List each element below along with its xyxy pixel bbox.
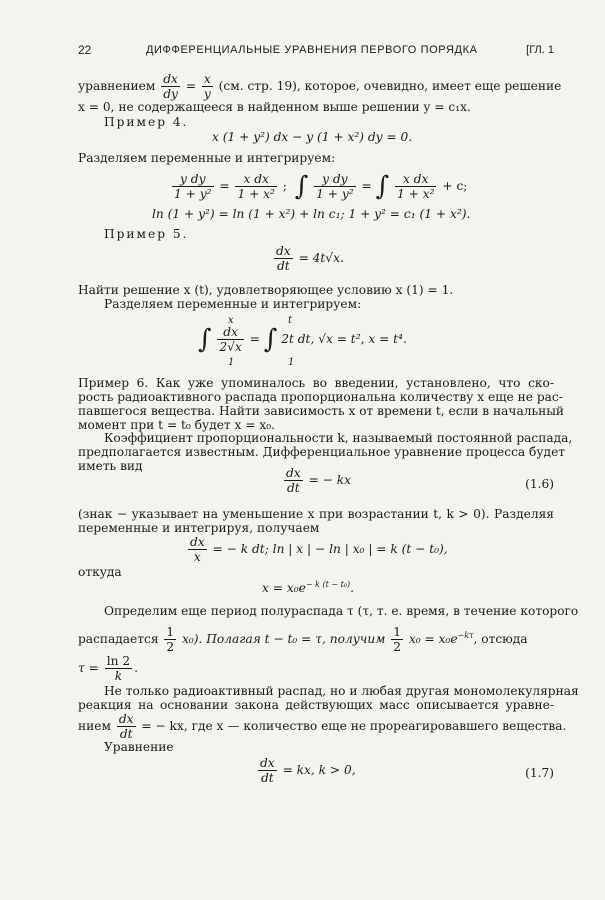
paragraph-line: Уравнение [104,740,174,754]
lower-limit: 1 [288,357,295,368]
text: = − kx [308,473,351,488]
paragraph-line: откуда [78,565,122,579]
example-6-line: иметь вид [78,459,143,473]
example-5-label: Пример 5. [104,227,189,241]
equation-number: (1.7) [525,766,554,780]
lower-limit: 1 [228,357,235,368]
separated-equation [186,535,448,564]
equation-number: (1.6) [525,477,554,491]
text: = 4t√x. [298,251,344,266]
example-6-line: момент при t = t₀ будет x = x₀. [78,418,275,432]
equation-1-7 [256,756,356,785]
fraction-dx-dt: $\frac{dx}{dt}$ [286,466,301,496]
example-4-equation: x (1 + y²) dx − y (1 + x²) dy = 0. [212,130,413,144]
fraction-dx-dy: $\frac{dx}{dy}$ [163,72,178,102]
paragraph-line: (знак − указывает на уменьшение x при возрастании t, k > 0). Разделяя [78,507,554,521]
text: (см. стр. 19), которое, очевидно, имеет еще решение [218,79,562,94]
text: x₀). Полагая t − t₀ = τ, получим [182,632,386,647]
integral-sign: ∫ [263,324,278,355]
text: + c; [442,179,468,194]
paragraph-line: Найти решение x (t), удовлетворяющее условию x (1) = 1. [78,283,454,297]
fraction-dx-dt: $\frac{dx}{dt}$ [118,712,134,742]
fraction-dx-dt: $\frac{dx}{dt}$ [260,756,275,786]
fraction-one-half: $\frac{1}{2}$ [166,625,175,655]
example-6-line: Пример 6. Как уже упоминалось во введении, установлено, что ско- [78,376,554,390]
text: = − k dt; ln | x | − ln | x₀ | = k (t − t₀), [212,542,448,557]
text: . [350,581,354,596]
decay-solution [262,580,354,595]
fraction-x-y: $\frac{x}{y}$ [203,72,211,102]
running-title: ДИФФЕРЕНЦИАЛЬНЫЕ УРАВНЕНИЯ ПЕРВОГО ПОРЯДКА [146,44,478,56]
text: нием [78,719,111,734]
example-4-result: ln (1 + y²) = ln (1 + x²) + ln c₁; 1 + y² = c₁ (1 + x²). [152,207,471,221]
upper-limit: t [288,315,293,326]
fraction: $\frac{\text{x dx}}{\text{1 + x²}}$ [397,172,435,202]
fraction-ln2-k: $\frac{\ln 2}{k}$ [106,654,131,684]
separated-integral-equation [170,172,467,201]
text: x = x₀e [262,581,306,596]
text: 2t dt, √x = t², x = t⁴. [281,332,407,347]
paragraph-line: Разделяем переменные и интегрируем: [78,151,336,165]
text: ; [282,179,287,194]
paragraph-line [78,625,554,654]
fraction-dx-x: $\frac{dx}{x}$ [190,535,205,565]
fraction: $\frac{\text{x dx}}{\text{1 + x²}}$ [237,172,275,202]
equation-1-6 [282,466,351,495]
text: уравнением [78,79,156,94]
page-number: 22 [78,43,92,57]
text: = [361,179,372,194]
fraction-dx-dt: $\frac{dx}{dt}$ [276,244,291,274]
example-6-line: предполагается известным. Дифференциальное уравнение процесса будет [78,445,566,459]
fraction-one-half: $\frac{1}{2}$ [393,625,401,655]
paragraph-line: переменные и интегрируя, получаем [78,521,320,535]
example-6-line: Коэффициент пропорциональности k, называемый постоянной распада, [104,431,573,445]
integral-sign: ∫ [198,324,212,355]
paragraph-line: реакция на основании закона действующих масс описывается уравне- [78,698,554,712]
paragraph-line [78,712,567,742]
paragraph-line: Определим еще период полураспада τ (τ, т. е. время, в течение которого [104,604,579,618]
integral-sign: ∫ [375,171,390,202]
text: распадается [78,632,159,647]
fraction: $\frac{dx}{2√x}$ [219,325,242,355]
example-4-label: Пример 4. [104,115,189,129]
chapter-marker: [ГЛ. 1 [526,44,554,56]
example-5-integral [198,315,458,373]
example-6-line: павшегося вещества. Найти зависимость x от времени t, если в начальный [78,404,565,418]
paragraph-line [78,72,562,102]
text: = [249,332,260,347]
example-5-equation [272,244,344,273]
integral-lhs [198,325,407,354]
integral-sign: ∫ [294,171,309,202]
upper-limit: x [228,315,234,326]
text: , отсюда [473,632,528,647]
text: x₀ = x₀e [408,632,458,647]
text: = kx, k > 0, [282,763,356,778]
exponent: − k (t − t₀) [305,580,351,589]
text: τ = [78,661,99,676]
paragraph-line: Не только радиоактивный распад, но и любая другая мономолекулярная [104,684,579,698]
exponent: −kτ [457,630,474,640]
paragraph-line: x = 0, не содержащееся в найденном выше решении y = c₁x. [78,100,471,114]
text: = [185,79,197,94]
paragraph-line: Разделяем переменные и интегрируем: [104,297,362,311]
half-life-formula: τ = $\frac{\ln 2}{k}$ . [78,654,138,684]
fraction: $\frac{\text{y dy}}{\text{1 + y²}}$ [316,172,354,202]
example-6-line: рость радиоактивного распада пропорциональна количеству x еще не рас- [78,390,563,404]
text: = [219,179,230,194]
text: = − kx, где x — количество еще не прореагировавшего вещества. [141,719,567,734]
fraction: $\frac{\text{y dy}}{\text{1 + y²}}$ [174,172,212,202]
